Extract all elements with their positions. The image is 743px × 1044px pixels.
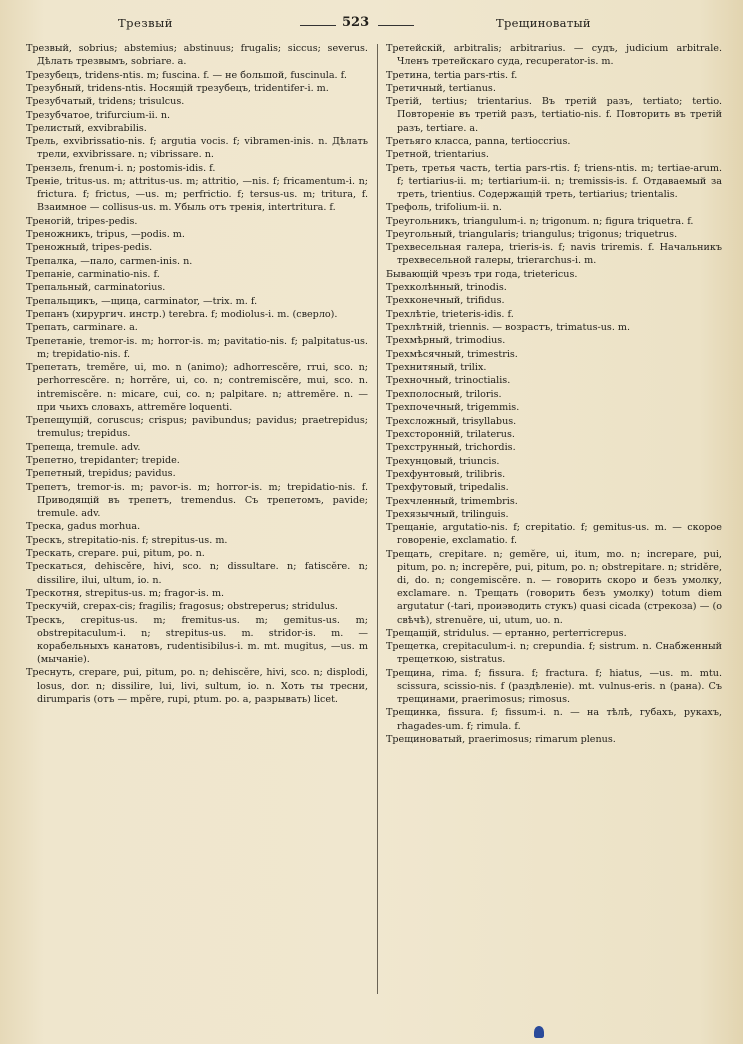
dictionary-entry: Трескучій, crepax-cis; fragilis; fragosus; obstreperus; stridulus. [26,601,338,613]
right-column [386,42,722,746]
dictionary-entry: Трехполосный, triloris. [386,388,502,400]
dictionary-entry: Третейскій, arbitralis; arbitrarius. — судъ, judicium arbitrale. Членъ третейскаго суда, recuperator-is. m. [386,43,722,68]
dictionary-entry: Трензель, frenum-i. n; postomis-idis. f. [26,162,216,174]
dictionary-entry: Трехмѣсячный, trimestris. [386,348,518,360]
dictionary-entry: Трепальный, carminatorius. [26,282,166,294]
dictionary-entry: Трескаться, dehiscĕre, hivi, sco. n; dissultare. n; fatiscĕre. n; dissilire, ilui, ultum, io. n. [26,561,368,586]
dictionary-entry: Третичный, tertianus. [386,82,496,94]
dictionary-entry: Третина, tertia pars-rtis. f. [386,69,518,81]
dictionary-entry: Трехлѣтіе, trieteris-idis. f. [386,308,514,320]
dictionary-entry: Трезубецъ, tridens-ntis. m; fuscina. f. — не большой, fuscinula. f. [26,69,347,81]
dictionary-entry: Трепетно, trepidanter; trepide. [26,454,180,466]
dictionary-entry: Трехчленный, trimembris. [386,495,518,507]
dictionary-entry: Треногій, tripes-pedis. [26,215,138,227]
dictionary-entry: Трехсложный, trisyllabus. [386,415,517,427]
dictionary-entry: Трещетка, crepitaculum-i. n; crepundia. f; sistrum. n. Снабженный трещеткою, sistratus. [386,641,722,666]
dictionary-entry: Трещинка, fissura. f; fissum-i. n. — на тѣлѣ, губахъ, рукахъ, rhagades-um. f; rimula. f. [386,707,722,732]
page-header [0,14,743,34]
dictionary-entry: Трехструнный, trichordis. [386,442,516,454]
dictionary-entry: Трепетать, tremĕre, ui, mo. n (animo); adhorrescĕre, rrui, sco. n; perhorrescĕre. n; horrĕre, ui, co. n; contremiscĕre, mui, sco. n. intremiscĕre. n: micare, cui, co. n; palpitare. n; attremĕre. n. — при чьихъ словахъ, attremĕre loquenti. [26,362,368,413]
dictionary-entry: Трепать, carminare. a. [26,322,138,334]
column-divider [377,44,378,994]
dictionary-entry: Трехколѣнный, trinodis. [386,282,507,294]
dictionary-entry: Трещащій, stridulus. — ертанно, perterricrepus. [386,627,627,639]
header-rule-left [300,25,336,26]
header-right-word: Трещиноватый [496,16,591,30]
dictionary-entry: Трещаніе, argutatio-nis. f; crepitatio. f; gemitus-us. m. — скорое говореніе, exclamatio. f. [386,522,722,547]
dictionary-entry: Трепаніе, carminatio-nis. f. [26,269,160,281]
dictionary-entry: Трезвый, sobrius; abstemius; abstinuus; frugalis; siccus; severus. Дѣлать трезвымъ, sobriare. a. [26,43,368,68]
dictionary-entry: Треножникъ, tripus, —podis. m. [26,229,185,241]
dictionary-entry: Трещиноватый, praerimosus; rimarum plenus. [386,733,616,745]
dictionary-entry: Трескъ, crepitus-us. m; fremitus-us. m; gemitus-us. m; obstrepitaculum-i. n; strepitus-us. m. stridor-is. m. — корабельныхъ канатовъ, rudentisibilus-i. m. mt. mugitus, —us. m (мычаніе). [26,614,368,665]
dictionary-entry: Трехконечный, trifidus. [386,295,505,307]
dictionary-entry: Трескотня, strepitus-us. m; fragor-is. m. [26,587,225,599]
dictionary-entry: Треснуть, crepare, pui, pitum, po. n; dehiscĕre, hivi, sco. n; displodi, losus, dor. n; dissilire, lui, livi, sultum, io. n. Хоть ты тресни, dirumparis (отъ — mpĕre, rupi, ptum. po. a, разрывать) licet. [26,667,368,705]
dictionary-entry: Трезубчатый, tridens; trisulcus. [26,96,185,108]
dictionary-entry: Третной, trientarius. [386,149,489,161]
dictionary-entry: Трелистый, exvibrabilis. [26,122,147,134]
dictionary-entry: Трехмѣрный, trimodius. [386,335,506,347]
dictionary-entry: Трель, exvibrissatio-nis. f; argutia vocis. f; vibramen-inis. n. Дѣлать трели, exvibrissare. n; vibrissare. n. [26,136,368,161]
dictionary-entry: Треножный, tripes-pedis. [26,242,153,254]
dictionary-entry: Трефоль, trifolium-ii. n. [386,202,502,214]
dictionary-entry: Треугольный, triangularis; triangulus; trigonus; triquetrus. [386,228,678,240]
header-left-word: Трезвый [118,16,173,30]
dictionary-entry: Трехнитяный, trilix. [386,362,487,374]
header-rule-right [378,25,414,26]
dictionary-entry: Третьяго класса, panna, tertioccrius. [386,135,571,147]
dictionary-entry: Трехунцовый, triuncis. [386,455,500,467]
dictionary-entry: Бывающій чрезъ три года, trietericus. [386,268,578,280]
dictionary-entry: Трепеща, tremule. adv. [26,441,141,453]
dictionary-entry: Трепетаніе, tremor-is. m; horror-is. m; pavitatio-nis. f; palpitatus-us. m; trepidatio-nis. f. [26,335,368,360]
dictionary-entry: Трехночный, trinoctialis. [386,375,511,387]
dictionary-entry: Трепетъ, tremor-is. m; pavor-is. m; horror-is. m; trepidatio-nis. f. Приводящій въ трепетъ, tremendus. Съ трепетомъ, pavide; tremule. adv. [26,481,368,519]
dictionary-entry: Трещать, crepitare. n; gemĕre, ui, itum, mo. n; increpare, pui, pitum, po. n; increpĕre, pui, pitum, po. n; obstrepitare. n; stridĕre, di, do. n; congemiscĕre. n. — говорить скоро и безъ умолку, exclamare. n. Трещать (говорить безъ умолку) totum diem argutatur (-tari, проиэводить стукъ) quasi cicada (стрекоза) — (о свѣчѣ), strenuĕre, ui, utum, uo. n. [386,548,722,626]
dictionary-entry: Треугольникъ, triangulum-i. n; trigonum. n; figura triquetra. f. [386,215,694,227]
dictionary-entry: Трехвесельная галера, trieris-is. f; navis triremis. f. Начальникъ трехвесельной галеры, trierarchus-i. m. [386,242,722,267]
dictionary-entry: Трещина, rima. f; fissura. f; fractura. f; hiatus, —us. m. mtu. scissura, scissio-nis. f (раздѣленіе). mt. vulnus-eris. n (рана). Съ трещинами, praerimosus; rimosus. [386,667,722,706]
dictionary-entry: Треть, третья часть, tertia pars-rtis. f; triens-ntis. m; tertiae-arum. f; tertiarius-ii. m; tertiarium-ii. n; tremissis-is. f. Отдаваемый за треть, trientius. Содержащій треть, tertiarius; trientalis. [386,162,722,200]
dictionary-entry: Трепалка, —пало, carmen-inis. n. [26,255,193,267]
dictionary-entry: Трехязычный, trilinguis. [386,508,509,520]
dictionary-entry: Треніе, tritus-us. m; attritus-us. m; attritio, —nis. f; fricamentum-i. n; frictura. f; frictus, —us. m; perfrictio. f; tersus-us. m; tritura, f. Взаимное — collisus-us. m. Убыль отъ тренія, intertritura. f. [26,176,368,214]
dictionary-entry: Трескъ, strepitatio-nis. f; strepitus-us. m. [26,534,228,546]
dictionary-entry: Трехпочечный, trigemmis. [386,402,520,414]
ink-mark [534,1026,544,1038]
dictionary-entry: Треска, gadus morhua. [26,521,141,533]
dictionary-entry: Трехсторонній, trilaterus. [386,428,515,440]
page-number: 523 [342,15,370,30]
dictionary-entry: Трехлѣтній, triennis. — возрастъ, trimatus-us. m. [386,322,631,334]
dictionary-entry: Трезубчатое, trifurcium-ii. n. [26,109,171,121]
dictionary-entry: Трехфутовый, tripedalis. [386,482,509,494]
dictionary-entry: Трескать, crepare. pui, pitum, po. n. [26,548,205,559]
dictionary-entry: Трезубный, tridens-ntis. Носящій трезубецъ, tridentifer-i. m. [26,82,329,94]
dictionary-entry: Трепанъ (хирургич. инстр.) terebra. f; modiolus-i. m. (сверло). [26,309,338,321]
dictionary-entry: Трепальщикъ, —щица, carminator, —trix. m. f. [26,295,258,307]
dictionary-entry: Трехфунтовый, trilibris. [386,468,506,480]
left-column [26,42,368,706]
dictionary-entry: Трепещущій, coruscus; crispus; pavibundus; pavidus; praetrepidus; tremulus; trepidus. [26,415,368,440]
dictionary-entry: Трепетный, trepidus; pavidus. [26,468,176,480]
dictionary-entry: Третій, tertius; trientarius. Въ третій разъ, tertiato; tertio. Повтореніе въ третій разъ, tertiatio-nis. f. Повторить въ третій разъ, tertiare. a. [386,96,722,134]
